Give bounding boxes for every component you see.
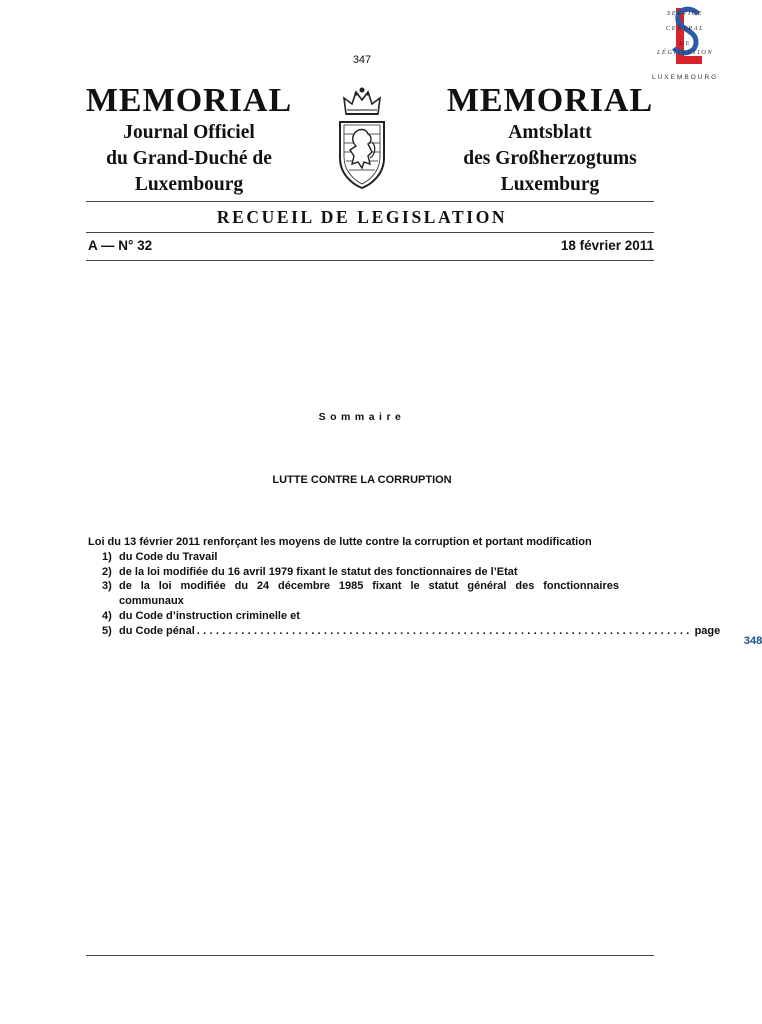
page-label: page — [694, 624, 721, 637]
masthead-subtitle-1: Journal Officiel — [123, 122, 255, 143]
toc-item — [88, 624, 762, 647]
masthead-german — [425, 82, 675, 198]
toc-intro: Loi du 13 février 2011 renforçant les moyens de lutte contre la corruption et portant modification — [88, 536, 592, 548]
section-heading: LUTTE CONTRE LA CORRUPTION — [272, 474, 452, 486]
seal-line-1: SERVICE — [666, 10, 703, 17]
toc-item — [88, 565, 648, 580]
footer-rule — [86, 955, 654, 956]
dot-leader: .............................................................................. — [196, 624, 693, 637]
toc-item-number: 4) — [102, 609, 112, 622]
toc-item-text: de la loi modifiée du 16 avril 1979 fixant le statut des fonctionnaires de l’Etat — [119, 565, 518, 578]
toc-item-number: 2) — [102, 565, 112, 578]
masthead-title: MEMORIAL — [85, 82, 293, 119]
table-of-contents — [88, 535, 762, 647]
masthead-subtitle-3: Luxemburg — [500, 174, 600, 195]
toc-item-text: de la loi modifiée du 24 décembre 1985 fixant le statut général des fonctionnaires — [119, 580, 619, 593]
toc-item-text: du Code d’instruction criminelle et — [119, 609, 300, 622]
issue-date: 18 février 2011 — [560, 238, 654, 253]
page-number: 347 — [352, 54, 372, 66]
coat-of-arms-icon — [332, 84, 392, 194]
recueil-title: RECUEIL DE LEGISLATION — [216, 207, 508, 227]
toc-item — [88, 609, 648, 624]
header-rule-top — [86, 201, 654, 202]
toc-item-text: du Code du Travail — [119, 550, 218, 563]
masthead-subtitle-2: du Grand-Duché de — [106, 148, 272, 169]
seal-line-4: LÉGISLATION — [656, 49, 714, 56]
toc-item — [88, 579, 648, 594]
toc-item-text: du Code pénal — [119, 624, 195, 637]
toc-item-number: 3) — [102, 580, 112, 593]
header-rule-middle — [86, 232, 654, 233]
toc-item-number: 5) — [102, 624, 112, 637]
seal-bottom-text: LUXEMBOURG — [652, 74, 719, 81]
toc-item-number: 1) — [102, 550, 112, 563]
legislation-service-seal — [650, 4, 720, 84]
toc-item-continuation — [88, 594, 648, 609]
masthead-subtitle-1: Amtsblatt — [508, 122, 592, 143]
seal-line-3: DE — [679, 40, 691, 47]
masthead-subtitle-2: des Großherzogtums — [463, 148, 637, 169]
masthead-french — [64, 82, 314, 198]
toc-item-text-continuation: communaux — [119, 595, 184, 608]
issue-number: A — N° 32 — [88, 238, 153, 253]
masthead-subtitle-3: Luxembourg — [134, 174, 244, 195]
header-rule-bottom — [86, 260, 654, 261]
toc-item — [88, 550, 648, 565]
sommaire-heading: Sommaire — [318, 411, 406, 423]
seal-line-2: CENTRAL — [665, 25, 705, 32]
masthead-title: MEMORIAL — [446, 82, 654, 119]
page-reference-link[interactable]: 348 — [743, 634, 762, 647]
